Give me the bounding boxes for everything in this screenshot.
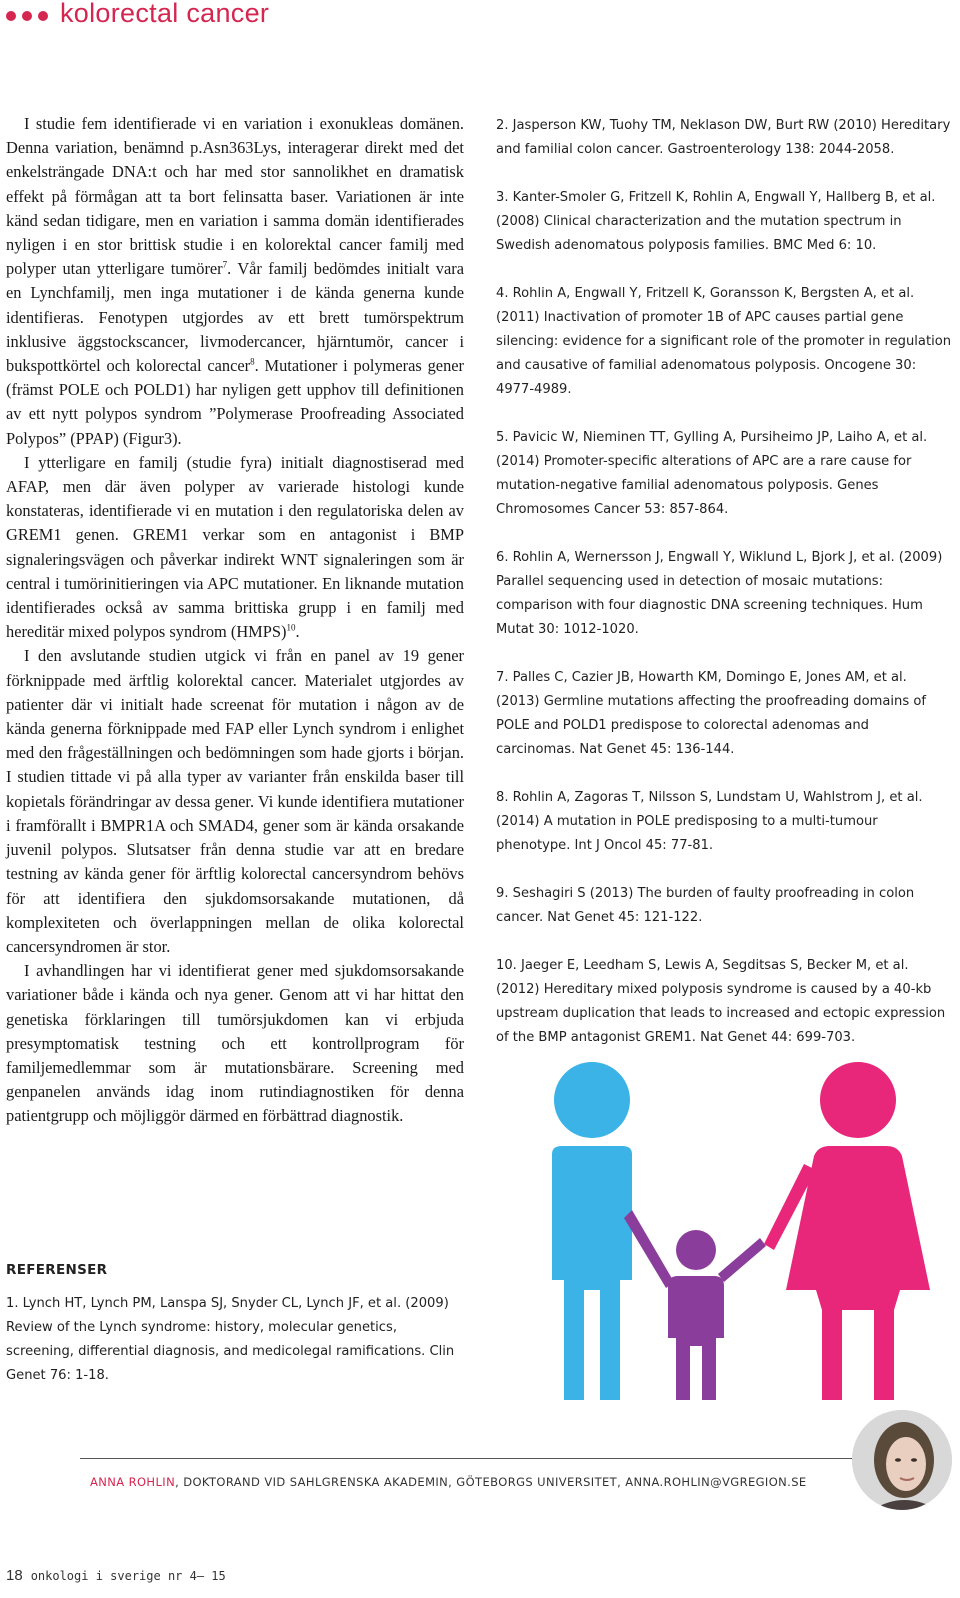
reference-item: 9. Seshagiri S (2013) The burden of faulty proofreading in colon cancer. Nat Genet 45: 121-122. [496,886,915,925]
page-footer [6,1567,226,1585]
reference-item: 7. Palles C, Cazier JB, Howarth KM, Domingo E, Jones AM, et al. (2013) Germline mutations affecting the proofreading domains of POLE and POLD1 predispose to colorectal adenomas and carcinomas. Nat Genet 45: 136-144. [496,670,926,757]
section-title: kolorectal cancer [60,0,270,28]
child-figure-icon [624,1210,766,1400]
male-figure-icon [552,1062,632,1400]
reference-item: 2. Jasperson KW, Tuohy TM, Neklason DW, Burt RW (2010) Hereditary and familial colon cancer. Gastroenterology 138: 2044-2058. [496,118,951,157]
body-paragraph: I studie fem identifierade vi en variation i exonukleas domänen. Denna variation, benämnd p.Asn363Lys, interagerar direkt med det enkelsträngade DNA:t och har med stor sannolikhet en dramatisk effekt på förmågan att ta bort felinsatta baser. Variationen är inte känd sedan tidigare, men en variation i samma domän identifierades nyligen i en stor brittisk studie i en kolorektal cancer familj med polyper utan ytterligare tumörer$^7$. Vår familj bedömdes initialt vara en Lynchfamilj, men inga mutationer i de kända generna kunde identifieras. Fenotypen utgjordes av ett brett tumörspektrum inklusive äggstockscancer, livmodercancer, hjärntumör, cancer i bukspottkörtel och kolorectal cancer$^8$. Mutationer i polymeras gener (främst POLE och POLD1) har nyligen gett upphov till definitionen av ett nytt polypos syndrom ”Polymerase Proofreading Associated Polypos” (PPAP) (Figur3). [6,114,465,448]
section-dots-icon [6,11,48,21]
author-name: ANNA ROHLIN [90,1475,176,1489]
body-paragraph: I avhandlingen har vi identifierat gener med sjukdomsorsakande variationer både i kända och nya gener. Genom att vi har hittat den genetiska förklaringen till tumörsjukdomen kan vi erbjuda presymptomatisk testning och ett kontrollprogram för familjemedlemmar som är mutationsbärare. Screening med genpanelen används idag inom rutindiagnostiken för denna patientgrupp och möjliggör därmed en förbättrad diagnostik. [6,961,464,1126]
article-body [6,112,464,1129]
references-left [6,1258,458,1412]
reference-item: 5. Pavicic W, Nieminen TT, Gylling A, Pursiheimo JP, Laiho A, et al. (2014) Promoter-specific alterations of APC are a rare cause for mutation-negative familial adenomatous polyposis. Genes Chromosomes Cancer 53: 857-864. [496,430,928,517]
author-photo [852,1410,952,1510]
references-heading: REFERENSER [6,1262,108,1278]
page-number: 18 [6,1567,23,1584]
author-bar [80,1458,880,1509]
magazine-name: onkologi i sverige nr 4– 15 [30,1569,226,1583]
reference-item: 6. Rohlin A, Wernersson J, Engwall Y, Wiklund L, Bjork J, et al. (2009) Parallel sequencing used in detection of mosaic mutations: comparison with four diagnostic DNA screening techniques. Hum Mutat 30: 1012-1020. [496,550,943,637]
reference-item: 1. Lynch HT, Lynch PM, Lanspa SJ, Snyder CL, Lynch JF, et al. (2009) Review of the Lynch syndrome: history, molecular genetics, screening, differential diagnosis, and medicolegal ramifications. Clin Genet 76: 1-18. [6,1296,455,1383]
body-paragraph: I den avslutande studien utgick vi från en panel av 19 gener förknippade med ärftlig kolorektal cancer. Materialet utgjordes av patienter där vi initialt hade screenat för mutation i någon av de kända generna förknippade med FAP eller Lynch syndrom i enlighet med den frågeställningen och bedömningen som hade gjorts i början. I studien tittade vi på alla typer av varianter från enskilda baser till kopietals förändringar av dessa gener. Vi kunde identifiera mutationer i framförallt i BMPR1A och SMAD4, gener som är kända orsakande juvenil polypos. Slutsatser från denna studie var att en bredare testning av kända gener för ärftlig kolorectal cancersyndrom behövs för att identifiera den sjukdomsorsakande mutationen, då komplexiteten och överlappningen mellan de olika kolorectal cancersyndromen är stor. [6,646,464,956]
references-right [496,114,952,1074]
reference-item: 10. Jaeger E, Leedham S, Lewis A, Segditsas S, Becker M, et al. (2012) Hereditary mixed polyposis syndrome is caused by a 40-kb upstream duplication that leads to increased and ectopic expression of the BMP antagonist GREM1. Nat Genet 44: 699-703. [496,958,946,1045]
author-credit [90,1475,807,1489]
author-details: , DOKTORAND VID SAHLGRENSKA AKADEMIN, GÖTEBORGS UNIVERSITET, ANNA.ROHLIN@VGREGION.SE [175,1475,807,1489]
family-figure [510,1060,960,1400]
reference-item: 8. Rohlin A, Zagoras T, Nilsson S, Lundstam U, Wahlstrom J, et al. (2014) A mutation in POLE predisposing to a multi-tumour phenotype. Int J Oncol 45: 77-81. [496,790,923,853]
female-figure-icon [764,1062,930,1400]
reference-item: 3. Kanter-Smoler G, Fritzell K, Rohlin A, Engwall Y, Hallberg B, et al. (2008) Clinical characterization and the mutation spectrum in Swedish adenomatous polyposis families. BMC Med 6: 10. [496,190,936,253]
reference-item: 4. Rohlin A, Engwall Y, Fritzell K, Goransson K, Bergsten A, et al. (2011) Inactivation of promoter 1B of APC causes partial gene silencing: evidence for a significant role of the promoter in regulation and causative of familial adenomatous polyposis. Oncogene 30: 4977-4989. [496,286,952,397]
page-header [0,0,960,34]
body-paragraph: I ytterligare en familj (studie fyra) initialt diagnostiserad med AFAP, men där även polyper av varierade histologi kunde konstateras, identifierade vi en mutation i den regulatoriska delen av GREM1 genen. GREM1 verkar som en antagonist i BMP signaleringsvägen och påverkar indirekt WNT signaleringen som är central i tumörinitieringen via APC mutationer. En liknande mutation identifierades också av samma brittiska grupp i en familj med hereditär mixed polypos syndrom (HMPS)$^{10}$. [6,452,464,642]
